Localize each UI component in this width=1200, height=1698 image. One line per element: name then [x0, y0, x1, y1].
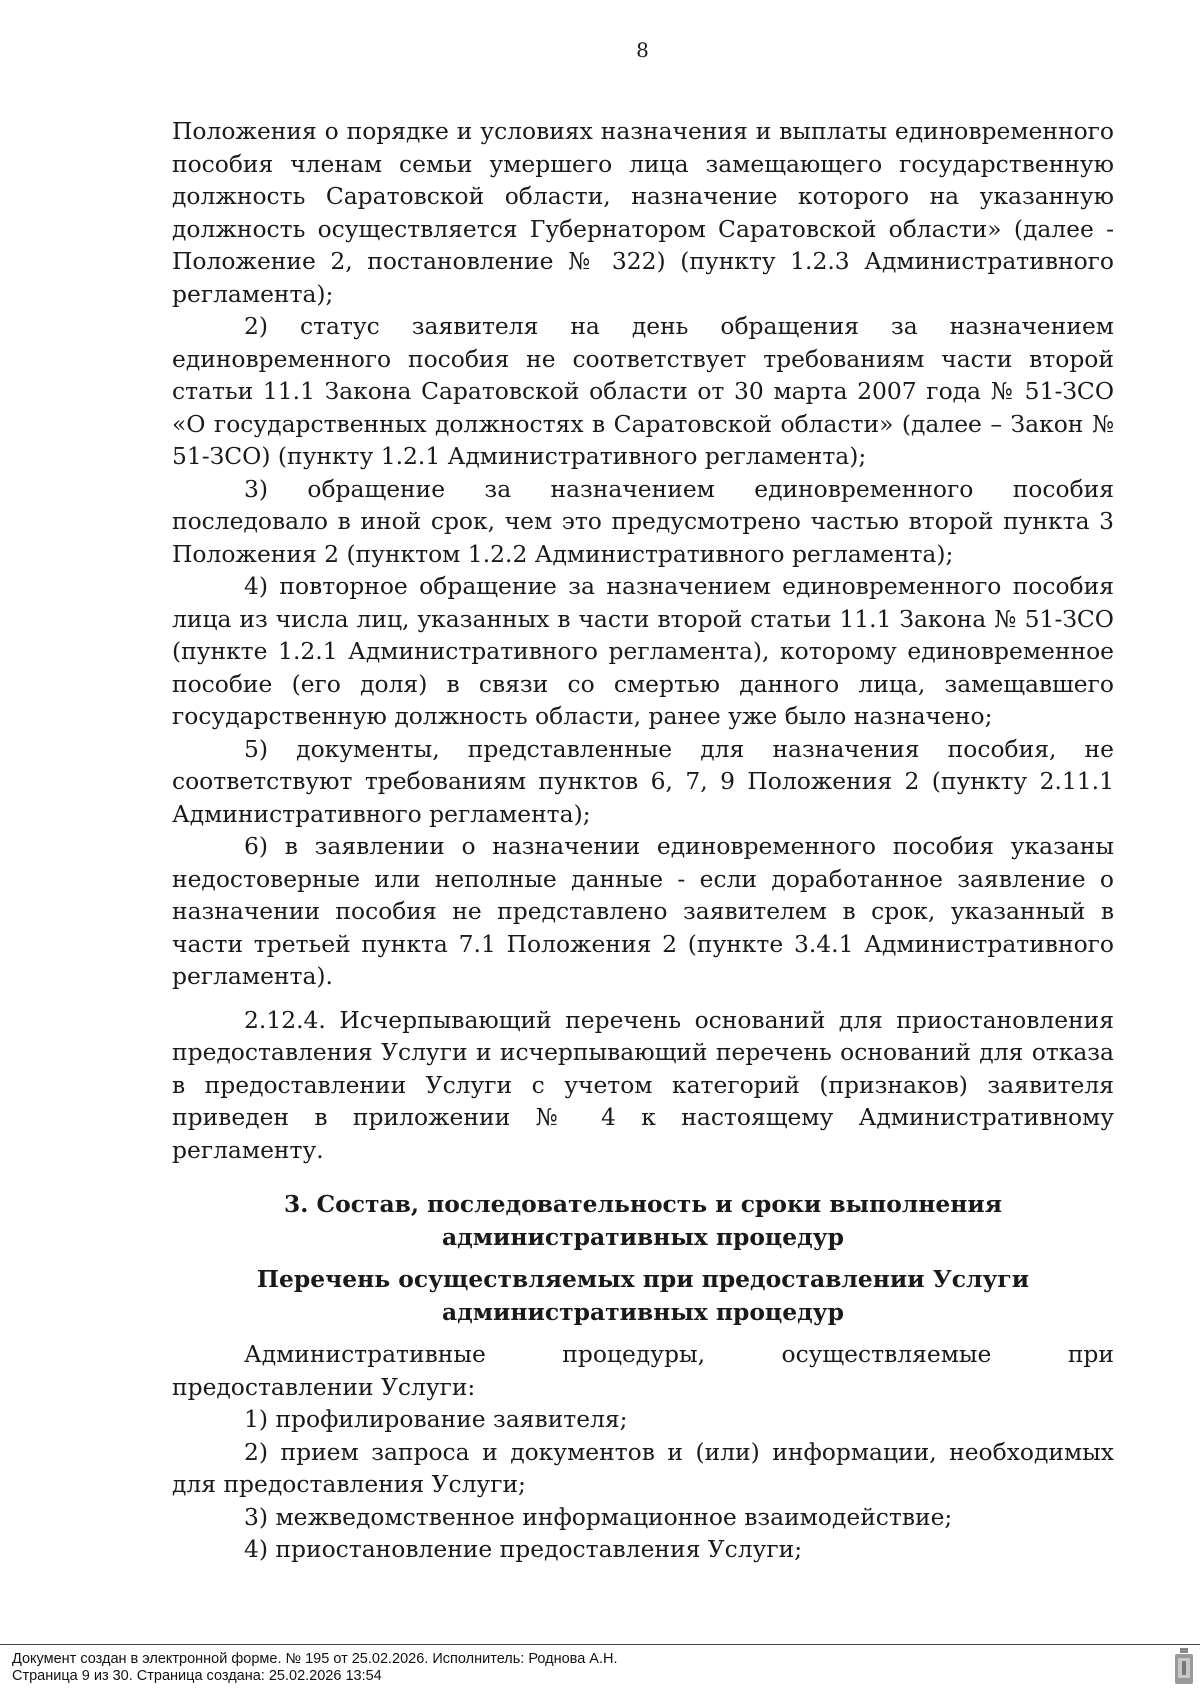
list-item: 1) профилирование заявителя; — [244, 1405, 628, 1433]
page-number: 8 — [636, 38, 649, 62]
footer-line-1: Документ создан в электронной форме. № 195 от 25.02.2026. Исполнитель: Роднова А.Н. — [12, 1651, 618, 1667]
paragraph: 2.12.4. Исчерпывающий перечень оснований для приостановления предоставления Услуги и исчерпывающий перечень оснований для отказа в предоставлении Услуги с учетом категорий (признаков) заявителя приведен в приложении № 4 к настоящему Административному регламенту. — [172, 1005, 1114, 1164]
emblem-icon — [1173, 1647, 1195, 1687]
paragraph: Положения о порядке и условиях назначения и выплаты единовременного пособия членам семьи умершего лица замещающего государственную должность Саратовской области, назначение которого на указанную должность осуществляется Губернатором Саратовской области» (далее - Положение 2, постановление № 322) (пункту 1.2.3 Административного регламента); — [172, 117, 1114, 308]
footer-line-2: Страница 9 из 30. Страница создана: 25.02.2026 13:54 — [12, 1667, 382, 1684]
document-body — [172, 115, 1114, 1566]
list-item: 6) в заявлении о назначении единовременного пособия указаны недостоверные или неполные данные - если доработанное заявление о назначении пособия не представлено заявителем в срок, указанный в части третьей пункта 7.1 Положения 2 (пункте 3.4.1 Административного регламента). — [172, 832, 1114, 990]
list-item: 4) повторное обращение за назначением единовременного пособия лица из числа лиц, указанных в части второй статьи 11.1 Закона № 51-ЗСО (пункте 1.2.1 Административного регламента), которому единовременное пособие (его доля) в связи со смертью данного лица, замещавшего государственную должность области, ранее уже было назначено; — [172, 572, 1114, 730]
list-item: 2) статус заявителя на день обращения за назначением единовременного пособия не соответствует требованиям части второй статьи 11.1 Закона Саратовской области от 30 марта 2007 года № 51-ЗСО «О государственных должностях в Саратовской области» (далее – Закон № 51-ЗСО) (пункту 1.2.1 Административного регламента); — [172, 312, 1114, 470]
footer-divider — [0, 1644, 1200, 1645]
paragraph: Административные процедуры, осуществляемые при предоставлении Услуги: — [172, 1340, 1114, 1401]
section-heading: 3. Состав, последовательность и сроки выполнения административных процедур — [283, 1190, 1003, 1251]
list-item: 5) документы, представленные для назначения пособия, не соответствуют требованиям пунктов 6, 7, 9 Положения 2 (пункту 2.11.1 Административного регламента); — [172, 734, 1114, 828]
list-item: 2) прием запроса и документов и (или) информации, необходимых для предоставления Услуги; — [172, 1437, 1114, 1498]
list-item: 4) приостановление предоставления Услуги; — [244, 1535, 803, 1563]
subsection-heading: Перечень осуществляемых при предоставлении Услуги административных процедур — [256, 1265, 1030, 1326]
footer — [12, 1651, 618, 1684]
list-item: 3) межведомственное информационное взаимодействие; — [244, 1502, 953, 1531]
list-item: 3) обращение за назначением единовременного пособия последовало в иной срок, чем это предусмотрено частью второй пункта 3 Положения 2 (пунктом 1.2.2 Административного регламента); — [172, 474, 1114, 568]
